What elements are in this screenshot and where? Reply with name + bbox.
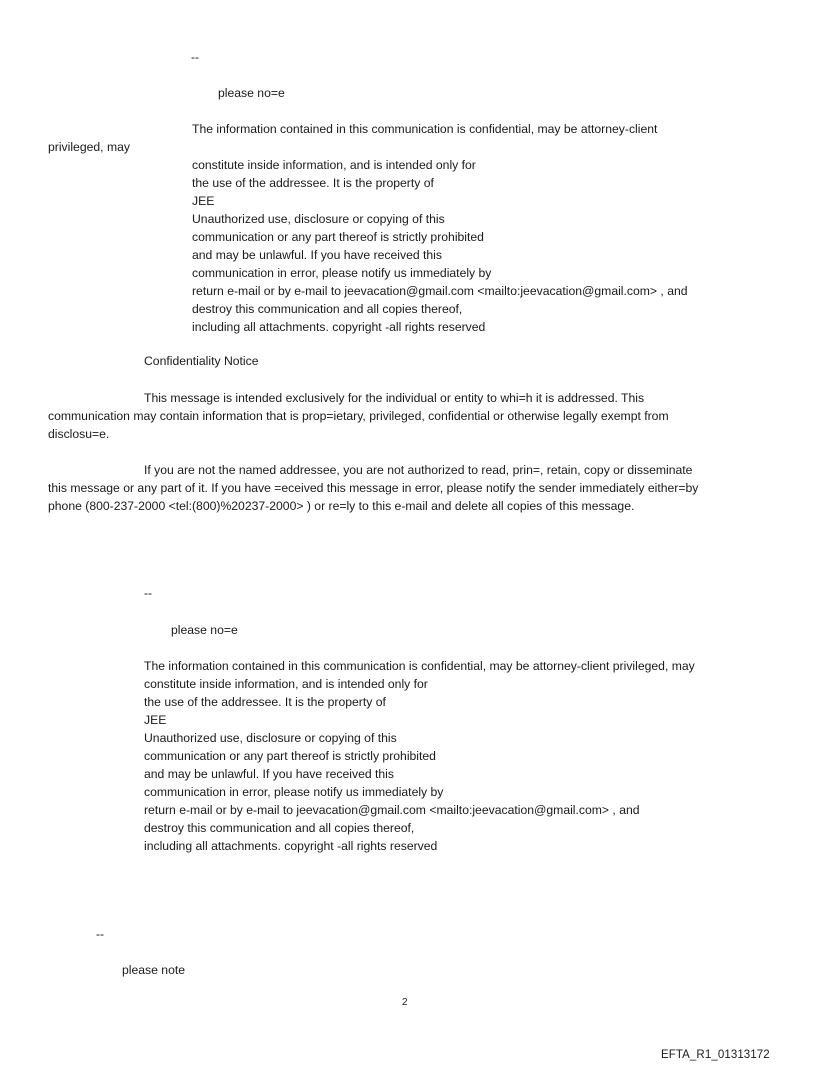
text-line: communication in error, please notify us immediately by bbox=[192, 266, 492, 281]
text-line: Unauthorized use, disclosure or copying of this bbox=[144, 731, 397, 746]
paragraph-line: If you are not the named addressee, you are not authorized to read, prin=, retain, copy or disseminate bbox=[144, 463, 693, 477]
notice-first-line: The information contained in this communication is confidential, may be attorney-client bbox=[192, 122, 658, 136]
block-heading: please no=e bbox=[218, 86, 285, 100]
text-line: destroy this communication and all copies thereof, bbox=[144, 821, 415, 836]
paragraph-line: communication may contain information that is prop=ietary, privileged, confidential or otherwise legally exempt from bbox=[48, 409, 669, 424]
paragraph-line: this message or any part of it. If you have =eceived this message in error, please notify the sender immediately either=by bbox=[48, 481, 699, 496]
text-line: including all attachments. copyright -all rights reserved bbox=[192, 320, 486, 335]
notice-title: Confidentiality Notice bbox=[144, 354, 259, 368]
separator-dashes: -- bbox=[96, 927, 105, 941]
text-line: including all attachments. copyright -all rights reserved bbox=[144, 839, 438, 854]
text-line: JEE bbox=[144, 713, 167, 728]
notice-paragraph-2 bbox=[48, 461, 698, 515]
separator-dashes: -- bbox=[144, 586, 153, 600]
text-line: the use of the addressee. It is the property of bbox=[144, 695, 386, 710]
document-id: EFTA_R1_01313172 bbox=[661, 1049, 770, 1061]
confidentiality-text-block bbox=[144, 657, 695, 856]
paragraph-line: This message is intended exclusively for the individual or entity to whi=h it is addressed. This bbox=[144, 391, 645, 405]
confidentiality-text-block bbox=[192, 156, 688, 336]
paragraph-line: disclosu=e. bbox=[48, 427, 110, 442]
page-number: 2 bbox=[402, 997, 408, 1008]
text-line: The information contained in this communication is confidential, may be attorney-client privileged, may bbox=[144, 659, 695, 673]
text-line: constitute inside information, and is intended only for bbox=[192, 158, 476, 172]
notice-wrap-line: privileged, may bbox=[48, 140, 130, 154]
text-line: and may be unlawful. If you have received this bbox=[192, 248, 442, 263]
block-heading: please no=e bbox=[171, 623, 238, 637]
text-line: destroy this communication and all copies thereof, bbox=[192, 302, 463, 317]
text-line: and may be unlawful. If you have received this bbox=[144, 767, 394, 782]
text-line: Unauthorized use, disclosure or copying of this bbox=[192, 212, 445, 227]
paragraph-line: phone (800-237-2000 <tel:(800)%20237-2000> ) or re=ly to this e-mail and delete all copies of this message. bbox=[48, 499, 635, 514]
separator-dashes: -- bbox=[191, 50, 200, 64]
block-heading: please note bbox=[122, 963, 186, 977]
text-line: the use of the addressee. It is the property of bbox=[192, 176, 434, 191]
text-line: constitute inside information, and is intended only for bbox=[144, 677, 428, 692]
text-line: communication or any part thereof is strictly prohibited bbox=[144, 749, 436, 764]
text-line: communication in error, please notify us immediately by bbox=[144, 785, 444, 800]
text-line: communication or any part thereof is strictly prohibited bbox=[192, 230, 484, 245]
text-line: JEE bbox=[192, 194, 215, 209]
notice-paragraph-1 bbox=[48, 389, 669, 443]
text-line: return e-mail or by e-mail to jeevacation@gmail.com <mailto:jeevacation@gmail.com> , and bbox=[192, 284, 688, 299]
text-line: return e-mail or by e-mail to jeevacation@gmail.com <mailto:jeevacation@gmail.com> , and bbox=[144, 803, 640, 818]
